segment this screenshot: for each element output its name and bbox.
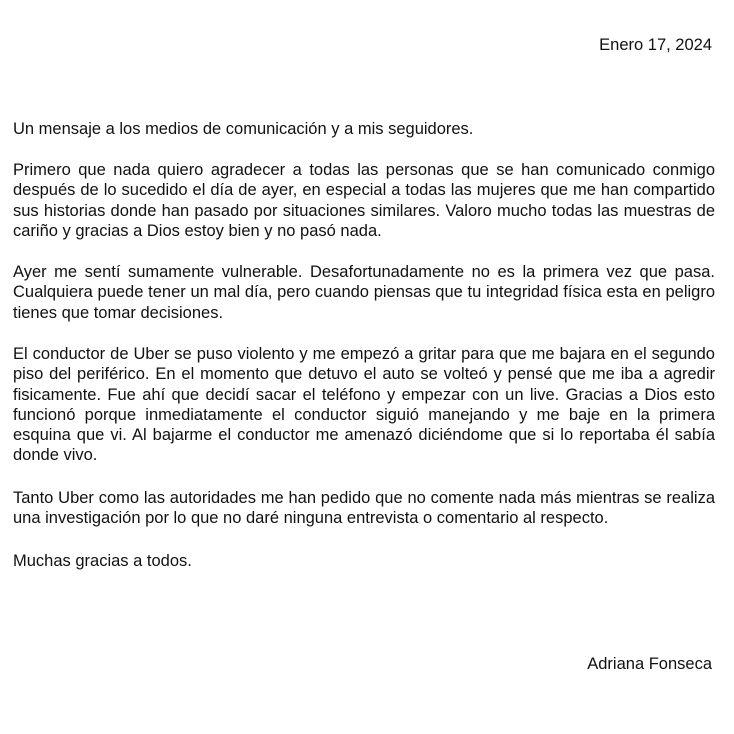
paragraph-vulnerable: Ayer me sentí sumamente vulnerable. Desafortunadamente no es la primera vez que pasa. Cualquiera puede tener un mal día, pero cuando piensas que tu integridad física esta en peligro tienes que tomar decisiones. — [13, 263, 715, 322]
paragraph-incident: El conductor de Uber se puso violento y me empezó a gritar para que me bajara en el segundo piso del periférico. En el momento que detuvo el auto se volteó y pensé que me iba a agredir fisicamente. Fue ahí que decidí sacar el teléfono y empezar con un live. Gracias a Dios esto funcionó porque inmediatamente el conductor siguió manejando y me baje en la primera esquina que vi. Al bajarme el conductor me amenazó diciéndome que si lo reportaba él sabía donde vivo. — [13, 345, 715, 465]
letter-signature: Adriana Fonseca — [587, 655, 712, 673]
paragraph-gratitude: Primero que nada quiero agradecer a todas las personas que se han comunicado conmigo después de lo sucedido el día de ayer, en especial a todas las mujeres que me han compartido sus historias donde han pasado por situaciones similares. Valoro mucho todas las muestras de cariño y gracias a Dios estoy bien y no pasó nada. — [13, 161, 715, 240]
paragraph-investigation: Tanto Uber como las autoridades me han pedido que no comente nada más mientras se realiza una investigación por lo que no daré ninguna entrevista o comentario al respecto. — [13, 489, 715, 528]
letter-closing: Muchas gracias a todos. — [13, 552, 192, 570]
letter-date: Enero 17, 2024 — [599, 36, 712, 54]
letter-greeting: Un mensaje a los medios de comunicación y a mis seguidores. — [13, 120, 474, 138]
